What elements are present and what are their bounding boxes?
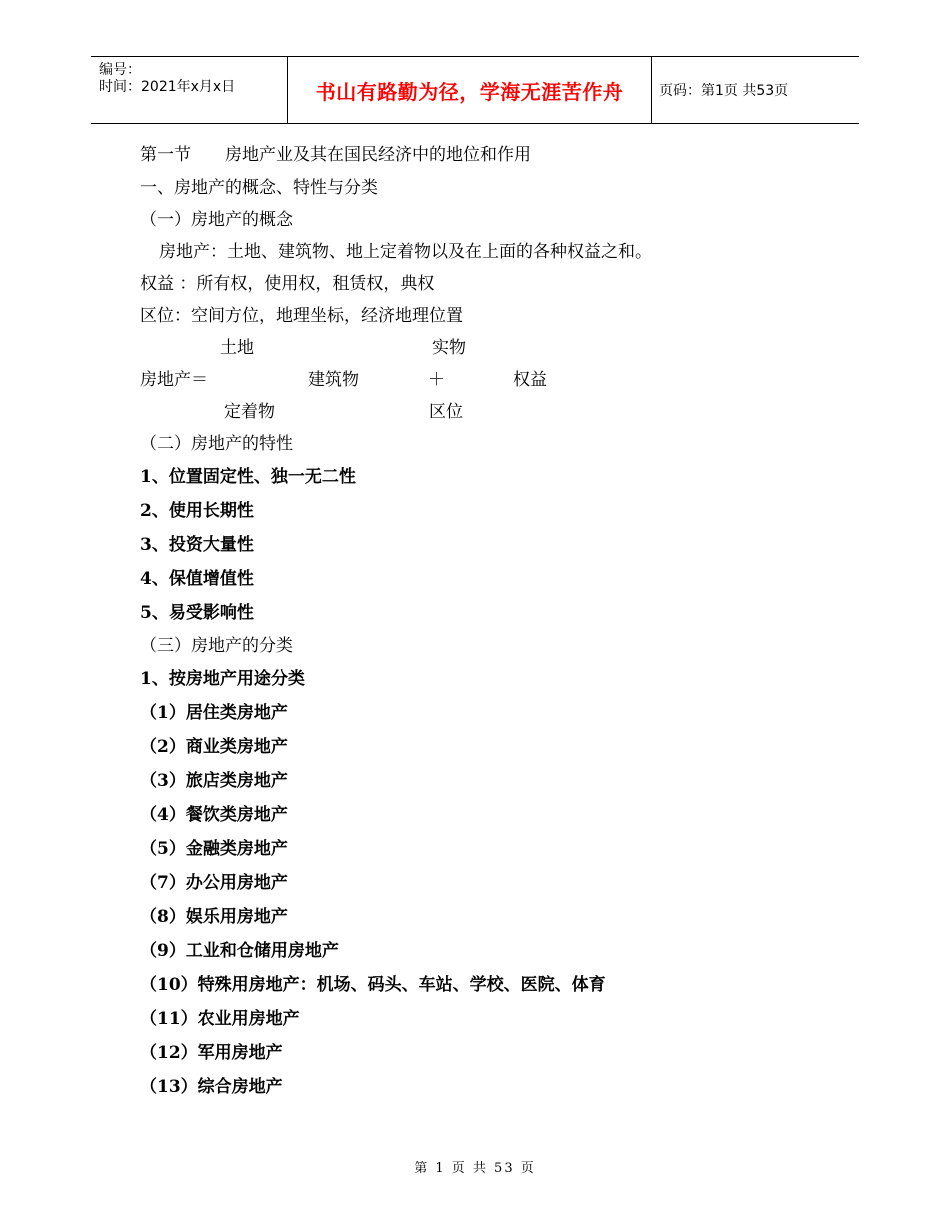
formula-rights: 权益 (513, 370, 547, 390)
formula-building: 建筑物 (308, 370, 359, 390)
classification-item: （3）旅店类房地产 (140, 771, 288, 791)
trait-item: 5、易受影响性 (140, 603, 254, 623)
document-number-label: 编号： (99, 62, 141, 78)
trait-item: 3、投资大量性 (140, 535, 254, 555)
subsection2-heading: （二）房地产的特性 (140, 434, 293, 454)
formula-physical: 实物 (432, 338, 466, 358)
classification-item: （1）居住类房地产 (140, 703, 288, 723)
document-time-label: 时间：2021年x月x日 (99, 79, 236, 95)
trait-item: 4、保值增值性 (140, 569, 254, 589)
page-header (91, 56, 859, 124)
formula-lhs: 房地产＝ (140, 370, 208, 390)
subsection3-heading: （三）房地产的分类 (140, 636, 293, 656)
classification-heading: 1、按房地产用途分类 (140, 669, 305, 689)
trait-item: 2、使用长期性 (140, 501, 254, 521)
subsection1-heading: （一）房地产的概念 (140, 210, 293, 230)
formula-location: 区位 (429, 402, 463, 422)
header-motto-cell (287, 57, 652, 123)
header-page-cell (651, 57, 859, 123)
classification-item: （11）农业用房地产 (140, 1009, 300, 1029)
part1-heading: 一、房地产的概念、特性与分类 (140, 178, 378, 198)
rights-text: 权益 ：所有权，使用权，租赁权，典权 (140, 274, 435, 294)
classification-item: （2）商业类房地产 (140, 737, 288, 757)
section-heading: 第一节 房地产业及其在国民经济中的地位和作用 (140, 145, 531, 165)
header-meta-cell (91, 57, 287, 123)
classification-item: （5）金融类房地产 (140, 839, 288, 859)
formula-plus: ＋ (428, 370, 445, 390)
classification-item: （7）办公用房地产 (140, 873, 288, 893)
classification-item: （12）军用房地产 (140, 1043, 283, 1063)
location-text: 区位：空间方位，地理坐标，经济地理位置 (140, 306, 463, 326)
definition-text: 房地产：土地、建筑物、地上定着物以及在上面的各种权益之和。 (159, 242, 652, 262)
classification-item: （8）娱乐用房地产 (140, 907, 288, 927)
classification-item: （13）综合房地产 (140, 1077, 283, 1097)
classification-item: （4）餐饮类房地产 (140, 805, 288, 825)
trait-item: 1、位置固定性、独一无二性 (140, 467, 356, 487)
header-page-info: 页码：第1页 共53页 (659, 83, 789, 99)
formula-land: 土地 (220, 338, 254, 358)
classification-item: （9）工业和仓储用房地产 (140, 941, 339, 961)
header-motto: 书山有路勤为径，学海无涯苦作舟 (315, 79, 624, 104)
page-footer: 第 1 页 共 53 页 (414, 1161, 536, 1176)
classification-item: （10）特殊用房地产：机场、码头、车站、学校、医院、体育 (140, 975, 606, 995)
formula-fixtures: 定着物 (224, 402, 275, 422)
